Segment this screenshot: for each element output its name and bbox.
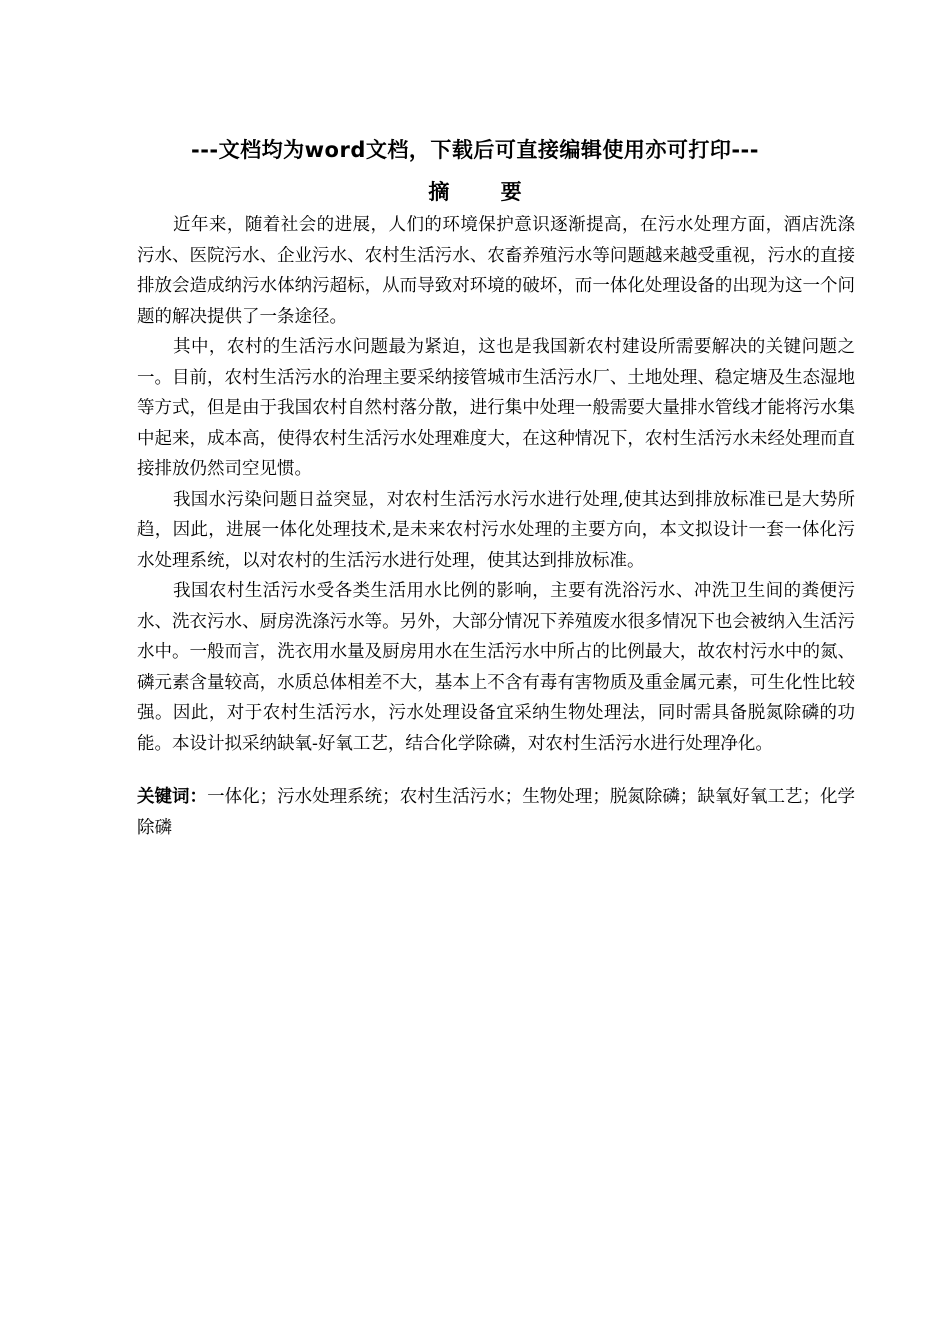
abstract-paragraph: 近年来，随着社会的进展，人们的环境保护意识逐渐提高，在污水处理方面，酒店洗涤污水、医院污水、企业污水、农村生活污水、农畜养殖污水等问题越来越受重视，污水的直接排放会造成纳污水体纳污超标，从而导致对环境的破坏，而一体化处理设备的出现为这一个问题的解决提供了一条途径。 bbox=[137, 215, 855, 327]
keywords-text: 一体化；污水处理系统；农村生活污水；生物处理；脱氮除磷；缺氧好氧工艺；化学除磷 bbox=[137, 787, 856, 838]
abstract-title: 摘 要 bbox=[428, 180, 544, 204]
document-banner: ---文档均为word文档，下载后可直接编辑使用亦可打印--- bbox=[190, 138, 759, 162]
abstract-paragraph: 我国水污染问题日益突显，对农村生活污水污水进行处理,使其达到排放标准已是大势所趋，因此，进展一体化处理技术,是未来农村污水处理的主要方向，本文拟设计一套一体化污水处理系统，以对农村的生活污水进行处理，使其达到排放标准。 bbox=[137, 489, 855, 571]
abstract-paragraph: 我国农村生活污水受各类生活用水比例的影响，主要有洗浴污水、冲洗卫生间的粪便污水、洗衣污水、厨房洗涤污水等。另外，大部分情况下养殖废水很多情况下也会被纳入生活污水中。一般而言，洗衣用水量及厨房用水在生活污水中所占的比例最大，故农村污水中的氮、磷元素含量较高，水质总体相差不大，基本上不含有毒有害物质及重金属元素，可生化性比较强。因此，对于农村生活污水，污水处理设备宜采纳生物处理法，同时需具备脱氮除磷的功能。本设计拟采纳缺氧-好氧工艺，结合化学除磷，对农村生活污水进行处理净化。 bbox=[137, 581, 855, 754]
abstract-body bbox=[137, 210, 855, 843]
abstract-paragraph: 其中，农村的生活污水问题最为紧迫，这也是我国新农村建设所需要解决的关键问题之一。目前，农村生活污水的治理主要采纳接管城市生活污水厂、土地处理、稳定塘及生态湿地等方式，但是由于我国农村自然村落分散，进行集中处理一般需要大量排水管线才能将污水集中起来，成本高，使得农村生活污水处理难度大，在这种情况下，农村生活污水未经处理而直接排放仍然司空见惯。 bbox=[137, 337, 855, 479]
keywords-label: 关键词： bbox=[137, 787, 208, 807]
keywords-line bbox=[137, 782, 855, 843]
